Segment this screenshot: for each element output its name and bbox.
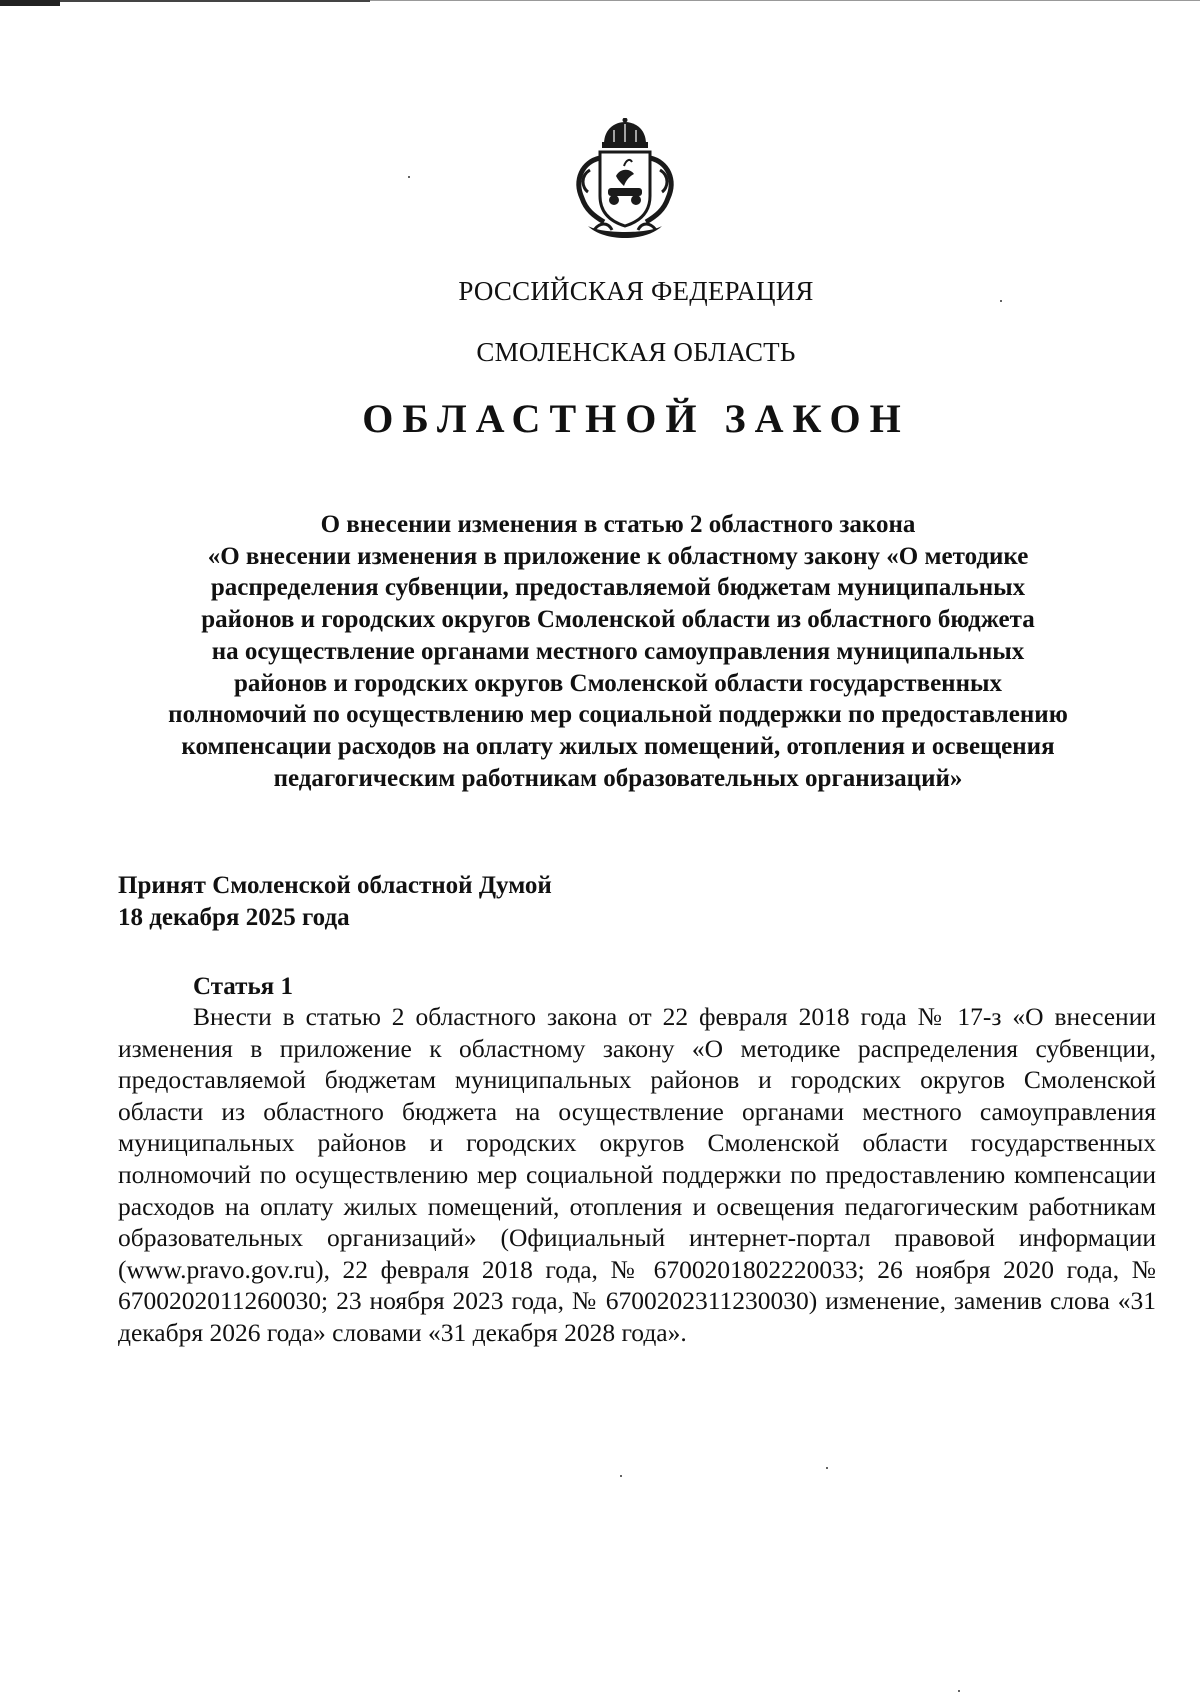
law-title-line: педагогическим работникам образовательных организаций» <box>273 764 963 792</box>
law-title-line: на осуществление органами местного самоуправления муниципальных <box>211 637 1025 665</box>
scan-speck <box>408 176 410 178</box>
adoption-date: 18 декабря 2025 года <box>118 904 350 931</box>
scan-speck <box>826 1467 828 1469</box>
scan-speck <box>620 1475 622 1477</box>
article-text: Внести в статью 2 областного закона от 22 февраля 2018 года № 17-з «О внесении изменения в приложение к областному закону «О методике распределения субвенции, предоставляемой бюджетам муниципальных районов и городских округов Смоленской области из областного бюджета на осуществление органами местного самоуправления муниципальных районов и городских округов Смоленской области государственных полномочий по осуществлению мер социальной поддержки по предоставлению компенсации расходов на оплату жилых помещений, отопления и освещения педагогическим работникам образовательных организаций» (Официальный интернет-портал правовой информации (www.pravo.gov.ru), 22 февраля 2018 года, № 6700201802220033; 26 ноября 2020 года, № 6700202011260030; 23 ноября 2023 года, № 6700202311230030) изменение, заменив слова «31 декабря 2026 года» словами «31 декабря 2028 года». <box>118 1002 1156 1347</box>
law-title-line: «О внесении изменения в приложение к областному закону «О методике <box>207 542 1029 570</box>
law-title-line: районов и городских округов Смоленской области государственных <box>233 669 1003 697</box>
law-title-line: распределения субвенции, предоставляемой бюджетам муниципальных <box>210 574 1026 602</box>
country-heading: РОССИЙСКАЯ ФЕДЕРАЦИЯ <box>458 276 814 306</box>
law-title-line: компенсации расходов на оплату жилых помещений, отопления и освещения <box>181 732 1055 760</box>
smolensk-coat-of-arms-icon <box>564 118 686 246</box>
law-title <box>118 509 1118 794</box>
region-heading: СМОЛЕНСКАЯ ОБЛАСТЬ <box>476 337 796 367</box>
law-title-line: полномочий по осуществлению мер социальной поддержки по предоставлению <box>168 701 1068 729</box>
scan-speck <box>958 1690 960 1692</box>
law-title-line: О внесении изменения в статью 2 областного закона <box>320 511 916 538</box>
document-type-title: ОБЛАСТНОЙ ЗАКОН <box>362 396 910 441</box>
law-title-line: районов и городских округов Смоленской области из областного бюджета <box>201 606 1035 634</box>
adoption-body: Принят Смоленской областной Думой <box>118 872 552 899</box>
scan-artifact-top <box>0 0 1200 6</box>
article-heading: Статья 1 <box>193 973 293 1000</box>
adoption-note <box>118 870 552 934</box>
